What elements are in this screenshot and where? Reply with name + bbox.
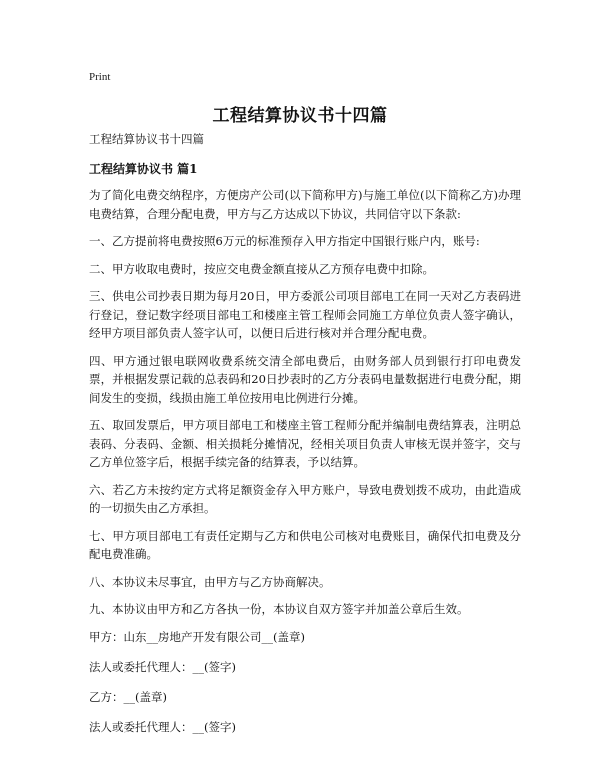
document-body bbox=[89, 130, 521, 748]
paragraph-clause-1: 一、乙方提前将电费按照6万元的标准预存入甲方指定中国银行账户内，账号: bbox=[89, 234, 480, 248]
print-link[interactable]: Print bbox=[89, 71, 111, 83]
paragraph-clause-5: 五、取回发票后，甲方项目部电工和楼座主管工程师分配并编制电费结算表，注明总表码、分表码、金额、相关损耗分摊情况，经相关项目负责人审核无误并签字，交与乙方单位签字后，根据手续完备的结算表，予以结算。 bbox=[89, 418, 521, 469]
paragraph-clause-7: 七、甲方项目部电工有责任定期与乙方和供电公司核对电费账目，确保代扣电费及分配电费准确。 bbox=[89, 528, 521, 561]
signature-party-b: 乙方：__(盖章) bbox=[89, 689, 167, 704]
paragraph-clause-6: 六、若乙方未按约定方式将足额资金存入甲方账户，导致电费划拨不成功，由此造成的一切损失由乙方承担。 bbox=[89, 482, 521, 515]
paragraph-clause-2: 二、甲方收取电费时，按应交电费金额直接从乙方预存电费中扣除。 bbox=[89, 261, 434, 276]
section-heading: 工程结算协议书 篇1 bbox=[89, 162, 198, 176]
paragraph-clause-8: 八、本协议未尽事宜，由甲方与乙方协商解决。 bbox=[89, 574, 331, 589]
document-subtitle: 工程结算协议书十四篇 bbox=[89, 132, 204, 146]
signature-party-a-representative: 法人或委托代理人：__(签字) bbox=[89, 659, 236, 674]
paragraph-intro: 为了简化电费交纳程序，方便房产公司(以下简称甲方)与施工单位(以下简称乙方)办理电费结算，合理分配电费，甲方与乙方达成以下协议，共同信守以下条款: bbox=[89, 188, 521, 221]
signature-party-a: 甲方：山东__房地产开发有限公司__(盖章) bbox=[89, 629, 305, 644]
paragraph-clause-4: 四、甲方通过银电联网收费系统交清全部电费后，由财务部人员到银行打印电费发票，并根据发票记载的总表码和20日抄表时的乙方分表码电量数据进行电费分配，期间发生的变损，线损由施工单位按用电比例进行分摊。 bbox=[89, 353, 521, 405]
signature-party-b-representative: 法人或委托代理人：__(签字) bbox=[89, 719, 236, 734]
paragraph-clause-9: 九、本协议由甲方和乙方各执一份，本协议自双方签字并加盖公章后生效。 bbox=[89, 602, 469, 616]
paragraph-clause-3: 三、供电公司抄表日期为每月20日，甲方委派公司项目部电工在同一天对乙方表码进行登记，登记数字经项目部电工和楼座主管工程师会同施工方单位负责人签字确认，经甲方项目部负责人签字认可，以便日后进行核对并合理分配电费。 bbox=[89, 289, 521, 340]
page-title: 工程结算协议书十四篇 bbox=[212, 106, 388, 126]
